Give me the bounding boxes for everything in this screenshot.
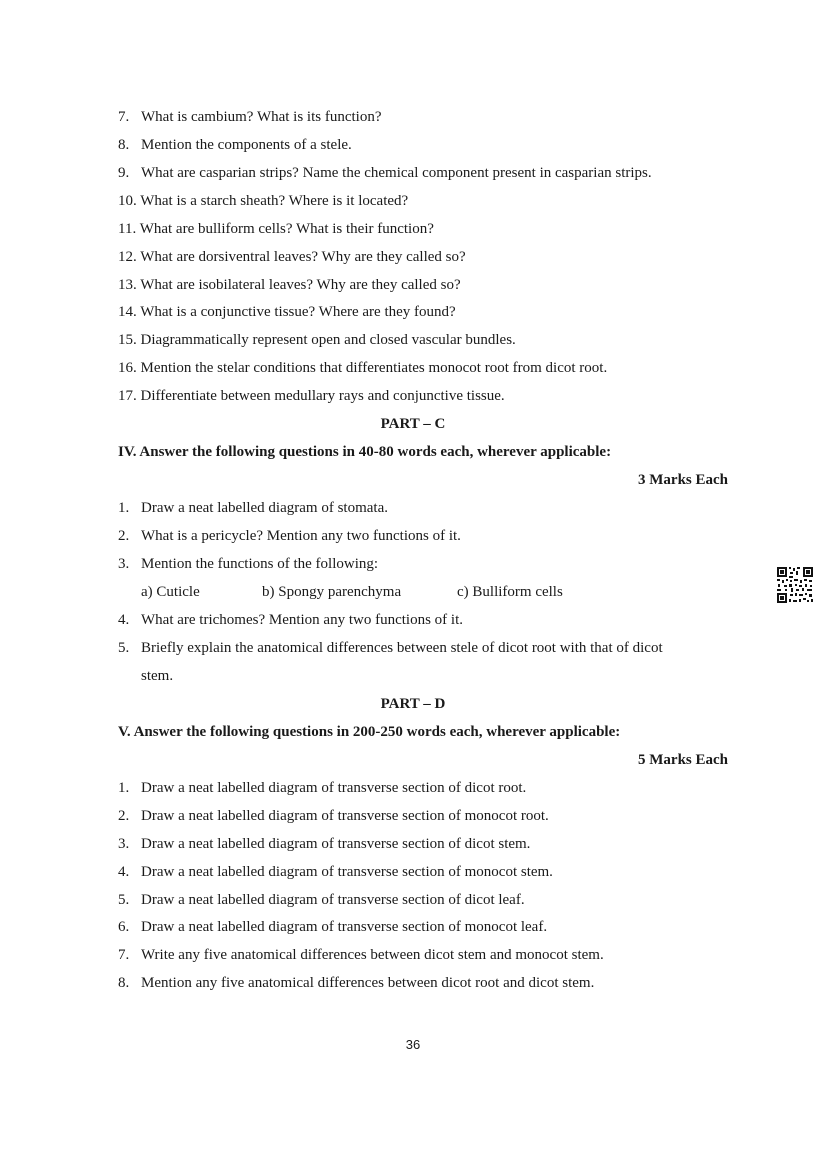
question-b-13: 13. What are isobilateral leaves? Why are they called so? [118,277,461,293]
question-b-7: 7. What is cambium? What is its function? [118,109,382,125]
question-c-1: 1. Draw a neat labelled diagram of stomata. [118,500,388,516]
question-d-7: 7. Write any five anatomical differences between dicot stem and monocot stem. [118,947,604,963]
option-c: c) Bulliform cells [457,584,563,600]
question-c-5-continued: stem. [141,668,174,684]
question-b-12: 12. What are dorsiventral leaves? Why are they called so? [118,249,466,265]
part-c-instruction: IV. Answer the following questions in 40-80 words each, wherever applicable: [118,444,612,460]
part-c-heading: PART – C [380,416,446,432]
question-d-2: 2. Draw a neat labelled diagram of transverse section of monocot root. [118,808,549,824]
page-number: 36 [405,1037,421,1052]
question-d-3: 3. Draw a neat labelled diagram of transverse section of dicot stem. [118,836,531,852]
part-d-marks: 5 Marks Each [638,752,728,768]
question-b-10: 10. What is a starch sheath? Where is it located? [118,193,409,209]
question-b-16: 16. Mention the stelar conditions that differentiates monocot root from dicot root. [118,360,608,376]
question-b-17: 17. Differentiate between medullary rays and conjunctive tissue. [118,388,505,404]
question-c-5: 5. Briefly explain the anatomical differences between stele of dicot root with that of dicot [118,640,663,656]
question-b-9: 9. What are casparian strips? Name the chemical component present in casparian strips. [118,165,652,181]
question-d-8: 8. Mention any five anatomical differences between dicot root and dicot stem. [118,975,595,991]
question-d-6: 6. Draw a neat labelled diagram of transverse section of monocot leaf. [118,919,548,935]
option-b: b) Spongy parenchyma [262,584,402,600]
question-b-11: 11. What are bulliform cells? What is their function? [118,221,434,237]
question-c-2: 2. What is a pericycle? Mention any two functions of it. [118,528,461,544]
part-d-heading: PART – D [380,696,446,712]
question-b-8: 8. Mention the components of a stele. [118,137,352,153]
qr-code-icon [776,566,814,604]
part-c-marks: 3 Marks Each [638,472,728,488]
option-a: a) Cuticle [141,584,200,600]
question-c-3: 3. Mention the functions of the following: [118,556,379,572]
question-d-4: 4. Draw a neat labelled diagram of transverse section of monocot stem. [118,864,553,880]
question-d-5: 5. Draw a neat labelled diagram of transverse section of dicot leaf. [118,892,525,908]
question-b-15: 15. Diagrammatically represent open and closed vascular bundles. [118,332,516,348]
part-d-instruction: V. Answer the following questions in 200-250 words each, wherever applicable: [118,724,621,740]
question-d-1: 1. Draw a neat labelled diagram of transverse section of dicot root. [118,780,527,796]
question-c-4: 4. What are trichomes? Mention any two functions of it. [118,612,463,628]
question-b-14: 14. What is a conjunctive tissue? Where are they found? [118,304,456,320]
